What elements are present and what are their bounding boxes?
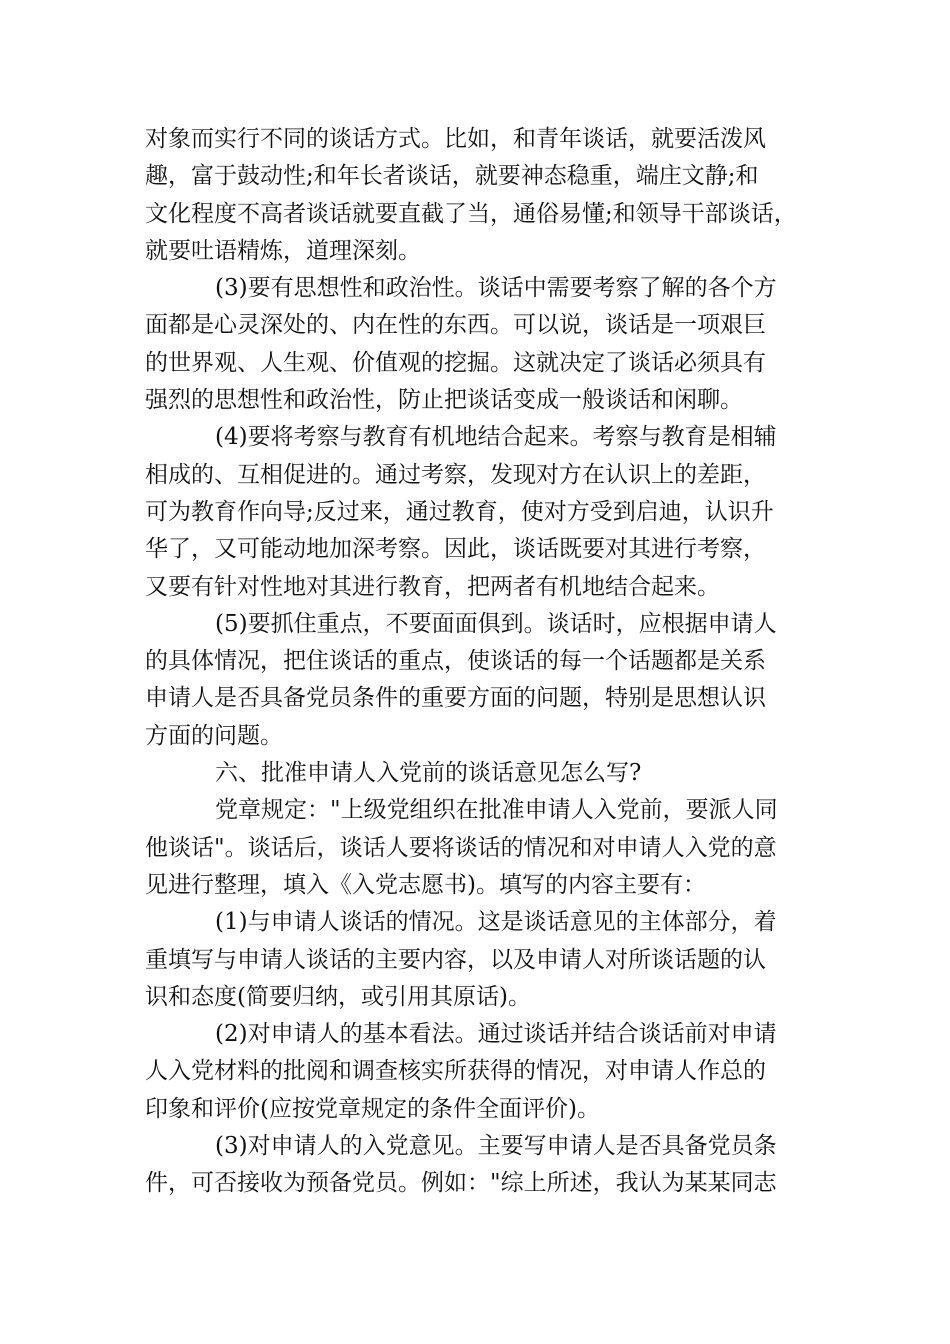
text-line: 方面的问题。 — [145, 722, 283, 749]
text-line: (3)对申请人的入党意见。主要写申请人是否具备党员条 — [215, 1133, 777, 1160]
text-line: 可为教育作向导;反过来，通过教育，使对方受到启迪，认识升 — [145, 498, 774, 525]
text-line: 申请人是否具备党员条件的重要方面的问题，特别是思想认识 — [145, 685, 766, 712]
text-line: 重填写与申请人谈话的主要内容，以及申请人对所谈话题的认 — [145, 946, 766, 973]
text-line: 他谈话"。谈话后，谈话人要将谈话的情况和对申请人入党的意 — [145, 834, 777, 861]
text-line: 相成的、互相促进的。通过考察，发现对方在认识上的差距， — [145, 461, 766, 488]
text-line: 面都是心灵深处的、内在性的东西。可以说，谈话是一项艰巨 — [145, 312, 766, 339]
document-body — [145, 121, 825, 1203]
text-line: (4)要将考察与教育有机地结合起来。考察与教育是相辅 — [215, 424, 777, 451]
text-line: 印象和评价(应按党章规定的条件全面评价)。 — [145, 1095, 600, 1122]
text-line: 党章规定："上级党组织在批准申请人入党前，要派人同 — [215, 797, 778, 824]
text-line: 对象而实行不同的谈话方式。比如，和青年谈话，就要活泼风 — [145, 126, 766, 152]
text-line: (5)要抓住重点，不要面面俱到。谈话时，应根据申请人 — [215, 610, 777, 637]
text-line: 见进行整理，填入《入党志愿书)。填写的内容主要有： — [145, 871, 706, 898]
text-line: 的世界观、人生观、价值观的挖掘。这就决定了谈话必须具有 — [145, 349, 766, 376]
text-line: 就要吐语精炼，道理深刻。 — [145, 237, 421, 264]
text-line: (1)与申请人谈话的情况。这是谈话意见的主体部分，着 — [215, 909, 777, 936]
text-line: 趣，富于鼓动性;和年长者谈话，就要神态稳重，端庄文静;和 — [145, 163, 759, 190]
text-line: 的具体情况，把住谈话的重点，使谈话的每一个话题都是关系 — [145, 648, 766, 675]
text-line: 华了，又可能动地加深考察。因此，谈话既要对其进行考察， — [145, 536, 766, 563]
text-line: 件，可否接收为预备党员。例如："综上所述，我认为某某同志 — [145, 1170, 777, 1197]
text-line: 又要有针对性地对其进行教育，把两者有机地结合起来。 — [145, 573, 720, 600]
text-line: 强烈的思想性和政治性，防止把谈话变成一般谈话和闲聊。 — [145, 387, 743, 414]
text-line: 人入党材料的批阅和调查核实所获得的情况，对申请人作总的 — [145, 1058, 766, 1085]
text-line: 识和态度(简要归纳，或引用其原话)。 — [145, 983, 531, 1010]
text-line: 文化程度不高者谈话就要直截了当，通俗易懂;和领导干部谈话， — [145, 200, 797, 227]
text-line: 六、批准申请人入党前的谈话意见怎么写? — [215, 760, 642, 787]
text-line: (2)对申请人的基本看法。通过谈话并结合谈话前对申请 — [215, 1021, 777, 1048]
text-line: (3)要有思想性和政治性。谈话中需要考察了解的各个方 — [215, 275, 777, 302]
